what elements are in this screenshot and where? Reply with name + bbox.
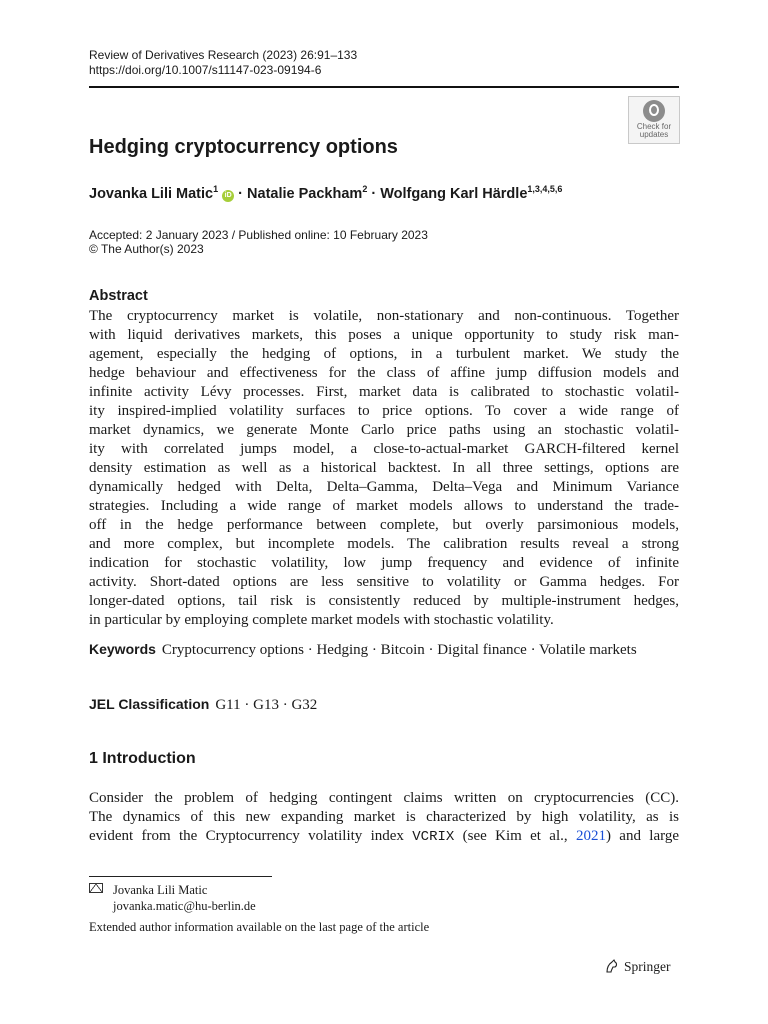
header-rule (89, 86, 679, 88)
abstract-line: dynamically hedged with Delta, Delta–Gamma, Delta–Vega and Minimum Variance (89, 479, 679, 495)
extended-info-note: Extended author information available on the last page of the article (89, 920, 430, 934)
abstract-line: with liquid derivatives markets, this poses a unique opportunity to study risk man- (89, 327, 679, 343)
abstract-line: infinite activity Lévy processes. First, market data is calibrated to stochastic volatil- (89, 384, 679, 400)
intro-text: evident from the Cryptocurrency volatility index (89, 828, 413, 844)
author-affiliation: 2 (362, 184, 368, 194)
update-icon (643, 100, 665, 122)
badge-text-line2: updates (639, 130, 669, 139)
keywords (89, 640, 679, 659)
keywords-text: Cryptocurrency options · Hedging · Bitcoin · Digital finance · Volatile markets (161, 642, 637, 658)
publisher-name: Springer (624, 959, 671, 974)
author-list (89, 184, 562, 202)
doi-link[interactable]: https://doi.org/10.1007/s11147-023-09194-6 (89, 63, 322, 77)
abstract-line: ity inspired-implied volatility surfaces to price options. To cover a wide range of (89, 403, 679, 419)
abstract-heading: Abstract (89, 288, 148, 304)
author-name[interactable]: Jovanka Lili Matic (89, 185, 214, 202)
intro-text: ) and large (605, 828, 679, 844)
abstract-line: and more complex, but incomplete models. The calibration results reveal a strong (89, 536, 679, 552)
article-title: Hedging cryptocurrency options (89, 136, 398, 158)
abstract-line: in particular by employing complete market models with stochastic volatility. (89, 612, 554, 628)
abstract-line: indication for stochastic volatility, low jump frequency and evidence of infinite (89, 555, 679, 571)
abstract-line: density estimation as well as a historical backtest. In all three settings, options are (89, 460, 679, 476)
abstract-line: activity. Short-dated options are less sensitive to volatility or Gamma hedges. For (89, 574, 679, 590)
badge-text-line1: Check for (636, 122, 672, 131)
orcid-icon[interactable]: iD (222, 190, 234, 202)
abstract-line: off in the hedge performance between complete, but overly parsimonious models, (89, 517, 679, 533)
journal-header (89, 48, 357, 78)
publication-dates (89, 228, 428, 256)
footnote-rule (89, 876, 272, 877)
author-separator: · (234, 185, 248, 202)
publisher-logo (604, 958, 671, 975)
intro-line: Consider the problem of hedging contingent claims written on cryptocurrencies (CC). (89, 790, 679, 806)
envelope-icon (89, 883, 103, 893)
accepted-published: Accepted: 2 January 2023 / Published online: 10 February 2023 (89, 228, 428, 242)
author-name: Jovanka Lili Matic (113, 883, 208, 897)
author-affiliation: 1,3,4,5,6 (527, 184, 563, 194)
abstract-line: ity with correlated jumps model, a close-to-actual-market GARCH-filtered kernel (89, 441, 679, 457)
intro-line (89, 827, 679, 846)
author-name[interactable]: Wolfgang Karl Härdle (380, 185, 528, 202)
jel-codes: G11 · G13 · G32 (215, 697, 318, 713)
keywords-label: Keywords (89, 641, 156, 657)
corresponding-author (89, 882, 256, 914)
journal-citation: Review of Derivatives Research (2023) 26:91–133 (89, 48, 358, 62)
jel-label: JEL Classification (89, 696, 210, 712)
abstract-line: market dynamics, we generate Monte Carlo price paths using an stochastic volatil- (89, 422, 679, 438)
author-email[interactable]: jovanka.matic@hu-berlin.de (113, 899, 256, 913)
section-heading-introduction: 1 Introduction (89, 750, 196, 767)
citation-link[interactable]: 2021 (575, 828, 606, 844)
check-for-updates-badge[interactable] (628, 96, 680, 144)
author-affiliation: 1 (213, 184, 219, 194)
jel-classification (89, 696, 317, 714)
copyright: © The Author(s) 2023 (89, 242, 204, 256)
author-name[interactable]: Natalie Packham (247, 185, 363, 202)
abstract-line: strategies. Including a wide range of market models allows to understand the trade- (89, 498, 679, 514)
intro-text: (see Kim et al., (454, 828, 576, 844)
abstract-line: longer-dated options, tail risk is consistently reduced by multiple-instrument hedges, (89, 593, 679, 609)
author-separator: · (367, 185, 381, 202)
abstract-line: The cryptocurrency market is volatile, non-stationary and non-continuous. Together (89, 308, 679, 324)
vcrix-code: VCRIX (412, 829, 455, 845)
abstract-line: agement, especially the hedging of options, in a turbulent market. We study the (89, 346, 679, 362)
springer-horse-icon (604, 958, 620, 974)
intro-line: The dynamics of this new expanding market is characterized by high volatility, as is (89, 809, 679, 825)
abstract-line: hedge behaviour and effectiveness for the class of affine jump diffusion models and (89, 365, 679, 381)
